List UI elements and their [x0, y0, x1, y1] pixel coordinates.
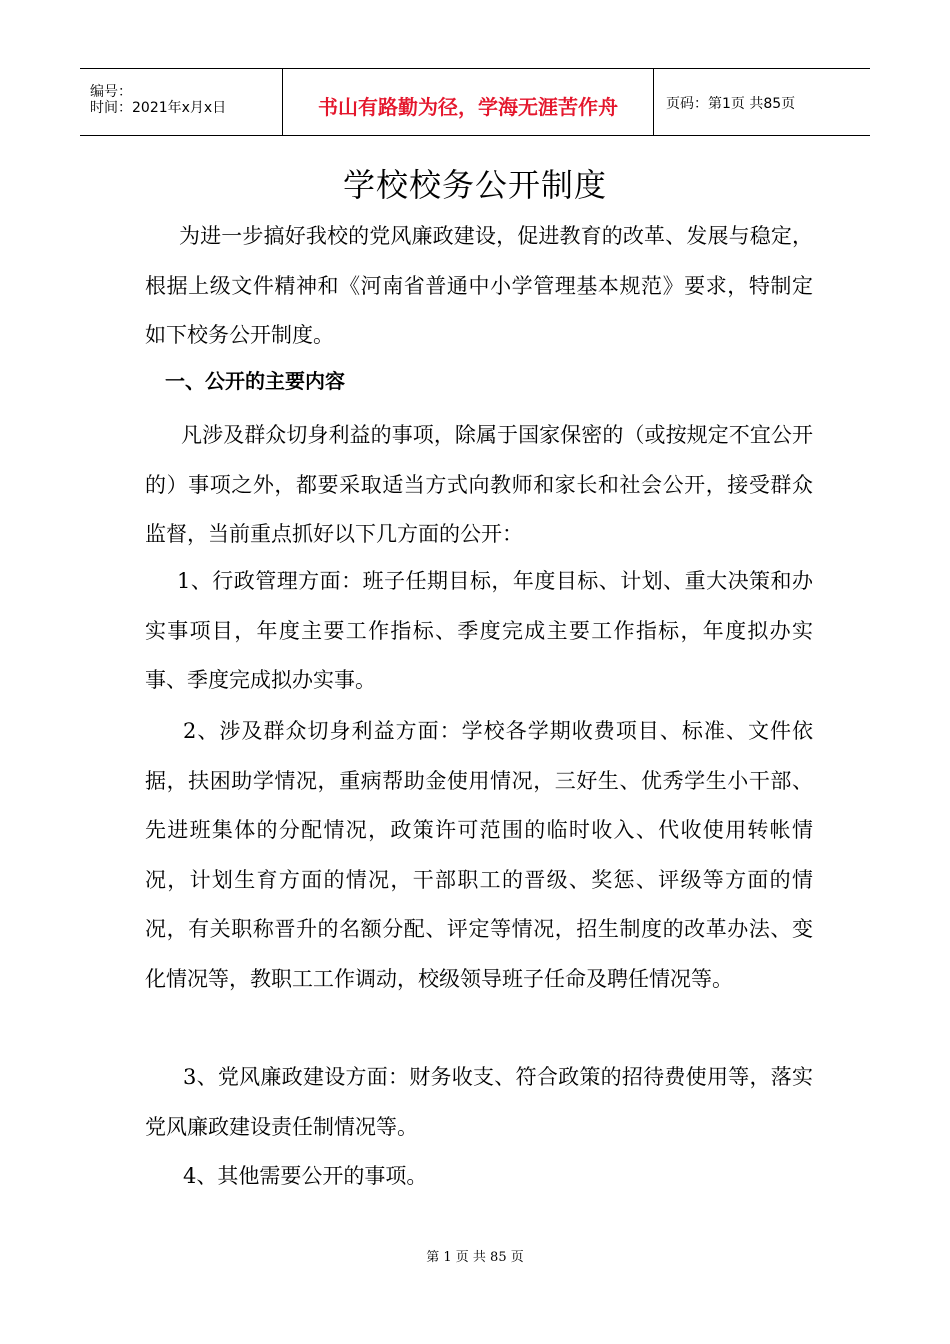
number-label: 编号：: [90, 84, 132, 100]
intro-paragraph: [145, 212, 813, 361]
list-item: [145, 1152, 813, 1202]
list-item-text: 4、其他需要公开的事项。: [183, 1164, 428, 1188]
list-item-text: 1、行政管理方面：班子任期目标，年度目标、计划、重大决策和办实事项目，年度主要工作指标、季度完成主要工作指标，年度拟办实事、季度完成拟办实事。: [145, 569, 813, 693]
page-footer: 第 1 页 共 85 页: [426, 1250, 524, 1265]
section-heading: 一、公开的主要内容: [165, 369, 345, 393]
header-meta: [80, 69, 282, 135]
list-item: [145, 707, 813, 1005]
list-item-text: 2、涉及群众切身利益方面：学校各学期收费项目、标准、文件依据，扶困助学情况，重病帮助金使用情况，三好生、优秀学生小干部、先进班集体的分配情况，政策许可范围的临时收入、代收使用转帐情况，计划生育方面的情况，干部职工的晋级、奖惩、评级等方面的情况，有关职称晋升的名额分配、评定等情况，招生制度的改革办法、变化情况等，教职工工作调动，校级领导班子任命及聘任情况等。: [145, 719, 813, 991]
section-paragraph: [145, 411, 813, 560]
document-header: [80, 68, 870, 136]
list-item: [145, 1053, 813, 1152]
time-label: 时间：2021年x月x日: [90, 100, 227, 116]
list-item: [145, 557, 813, 706]
header-page-info: 页码：第1页 共85页: [666, 96, 796, 112]
intro-text: 为进一步搞好我校的党风廉政建设，促进教育的改革、发展与稳定，根据上级文件精神和《河南省普通中小学管理基本规范》要求，特制定如下校务公开制度。: [145, 224, 813, 348]
header-motto: 书山有路勤为径，学海无涯苦作舟: [282, 69, 654, 135]
list-item-text: 3、党风廉政建设方面：财务收支、符合政策的招待费使用等，落实党风廉政建设责任制情况等。: [145, 1065, 813, 1139]
section-paragraph-text: 凡涉及群众切身利益的事项，除属于国家保密的（或按规定不宜公开的）事项之外，都要采取适当方式向教师和家长和社会公开，接受群众监督，当前重点抓好以下几方面的公开：: [145, 423, 813, 547]
document-title: 学校校务公开制度: [342, 166, 607, 204]
